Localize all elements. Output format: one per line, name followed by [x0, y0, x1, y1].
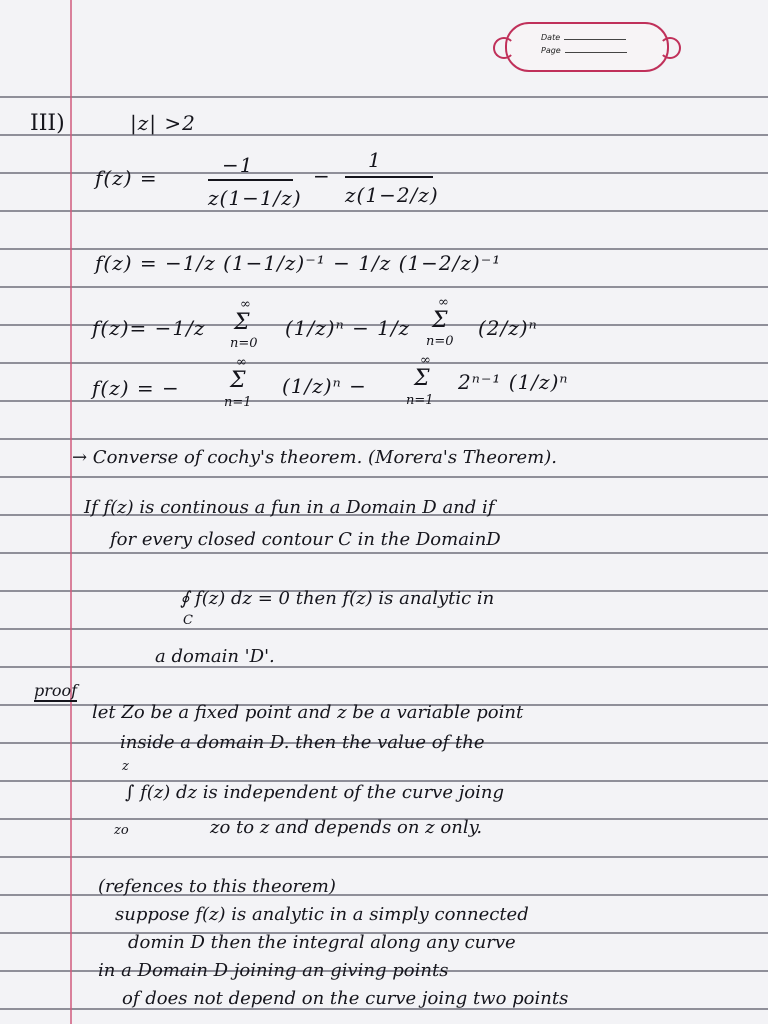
proof-line-4: zo to z and depends on z only.: [210, 817, 483, 838]
eq1-denominator-1: z(1−1/z): [208, 186, 302, 210]
reference-line-3: domin D then the integral along any curve: [128, 932, 516, 953]
eq4-lhs: f(z) = −: [92, 376, 180, 400]
eq4-sum1-upper: ∞: [236, 355, 247, 370]
eq3-term2: (2/z)ⁿ: [478, 316, 538, 340]
scroll-curl-left-icon: [493, 37, 515, 59]
eq1-denominator-2: z(1−2/z): [345, 183, 439, 207]
reference-line-5: of does not depend on the curve joing two points: [122, 988, 569, 1009]
region-condition: |z| >2: [130, 111, 196, 135]
reference-line-2: suppose f(z) is analytic in a simply connected: [115, 904, 529, 925]
date-label: Date: [541, 33, 561, 42]
eq3-sum2-sigma: Σ: [432, 308, 448, 333]
eq1-minus: −: [313, 164, 331, 188]
eq2: f(z) = −1/z (1−1/z)⁻¹ − 1/z (1−2/z)⁻¹: [95, 251, 502, 275]
section-marker: III): [30, 111, 65, 136]
eq4-term1: (1/z)ⁿ −: [282, 374, 367, 398]
eq3-sum2-upper: ∞: [438, 295, 449, 310]
integral-upper-limit: z: [122, 759, 129, 774]
eq3-sum1-upper: ∞: [240, 297, 251, 312]
eq1-numerator-2: 1: [368, 148, 382, 172]
contour-subscript: C: [183, 613, 193, 628]
integral-lower-limit: zo: [114, 823, 129, 838]
statement-line-3: ∮ f(z) dz = 0 then f(z) is analytic in: [180, 588, 495, 609]
eq4-sum1-lower: n=1: [224, 395, 252, 410]
statement-line-2: for every closed contour C in the DomainD: [110, 529, 501, 550]
proof-line-2: inside a domain D. then the value of the: [120, 732, 485, 753]
proof-line-3: ∫ f(z) dz is independent of the curve joing: [125, 782, 505, 803]
page-label: Page: [541, 46, 561, 55]
eq4-sum1-sigma: Σ: [230, 368, 246, 393]
eq3-sum2-lower: n=0: [426, 334, 454, 349]
eq3-sum1-lower: n=0: [230, 336, 258, 351]
eq4-term2: 2ⁿ⁻¹ (1/z)ⁿ: [458, 370, 569, 394]
margin-line: [70, 0, 72, 1024]
eq4-sum2-sigma: Σ: [414, 366, 430, 391]
scroll-curl-right-icon: [659, 37, 681, 59]
eq3-lhs: f(z)= −1/z: [92, 316, 206, 340]
eq4-sum2-upper: ∞: [420, 353, 431, 368]
date-page-box: [505, 22, 669, 72]
proof-label: proof: [34, 681, 78, 700]
eq3-sum1-sigma: Σ: [234, 310, 250, 335]
converse-heading: → Converse of cochy's theorem. (Morera's Theorem).: [72, 447, 557, 468]
eq1-lhs: f(z) =: [95, 166, 158, 190]
reference-line-4: in a Domain D joining an giving points: [98, 960, 449, 981]
reference-line-1: (refences to this theorem): [98, 876, 336, 897]
eq1-numerator-1: −1: [222, 153, 254, 177]
proof-line-1: let Zo be a fixed point and z be a variable point: [92, 702, 524, 723]
eq1-fraction-bar-1: [208, 179, 293, 181]
eq3-term1: (1/z)ⁿ − 1/z: [285, 316, 411, 340]
header-rule: [0, 96, 768, 98]
eq4-sum2-lower: n=1: [406, 393, 434, 408]
statement-line-1: If f(z) is continous a fun in a Domain D and if: [84, 497, 495, 518]
statement-line-4: a domain 'D'.: [155, 646, 275, 667]
eq1-fraction-bar-2: [345, 176, 433, 178]
